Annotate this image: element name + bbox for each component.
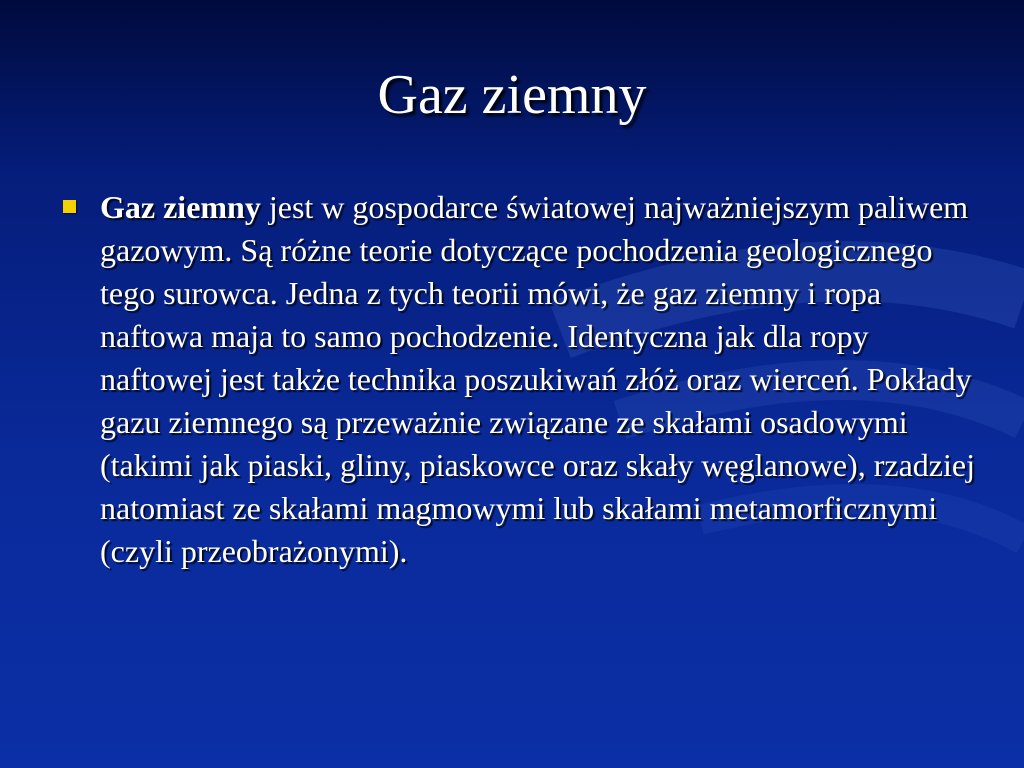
slide-title: Gaz ziemny — [377, 64, 647, 126]
bullet-item — [58, 186, 978, 573]
bullet-text — [100, 186, 978, 573]
bullet-lead-term: Gaz ziemny — [100, 189, 261, 225]
bullet-body-text: jest w gospodarce światowej najważniejszym paliwem gazowym. Są różne teorie dotyczące pochodzenia geologicznego tego surowca. Jedna z tych teorii mówi, że gaz ziemny i ropa naftowa maja to samo pochodzenie. Identyczna jak dla ropy naftowej jest także technika poszukiwań złóż oraz wierceń. Pokłady gazu ziemnego są przeważnie związane ze skałami osadowymi (takimi jak piaski, gliny, piaskowce oraz skały węglanowe), rzadziej natomiast ze skałami magmowymi lub skałami metamorficznymi (czyli przeobrażonymi). — [100, 189, 975, 569]
square-bullet-icon — [63, 200, 76, 213]
